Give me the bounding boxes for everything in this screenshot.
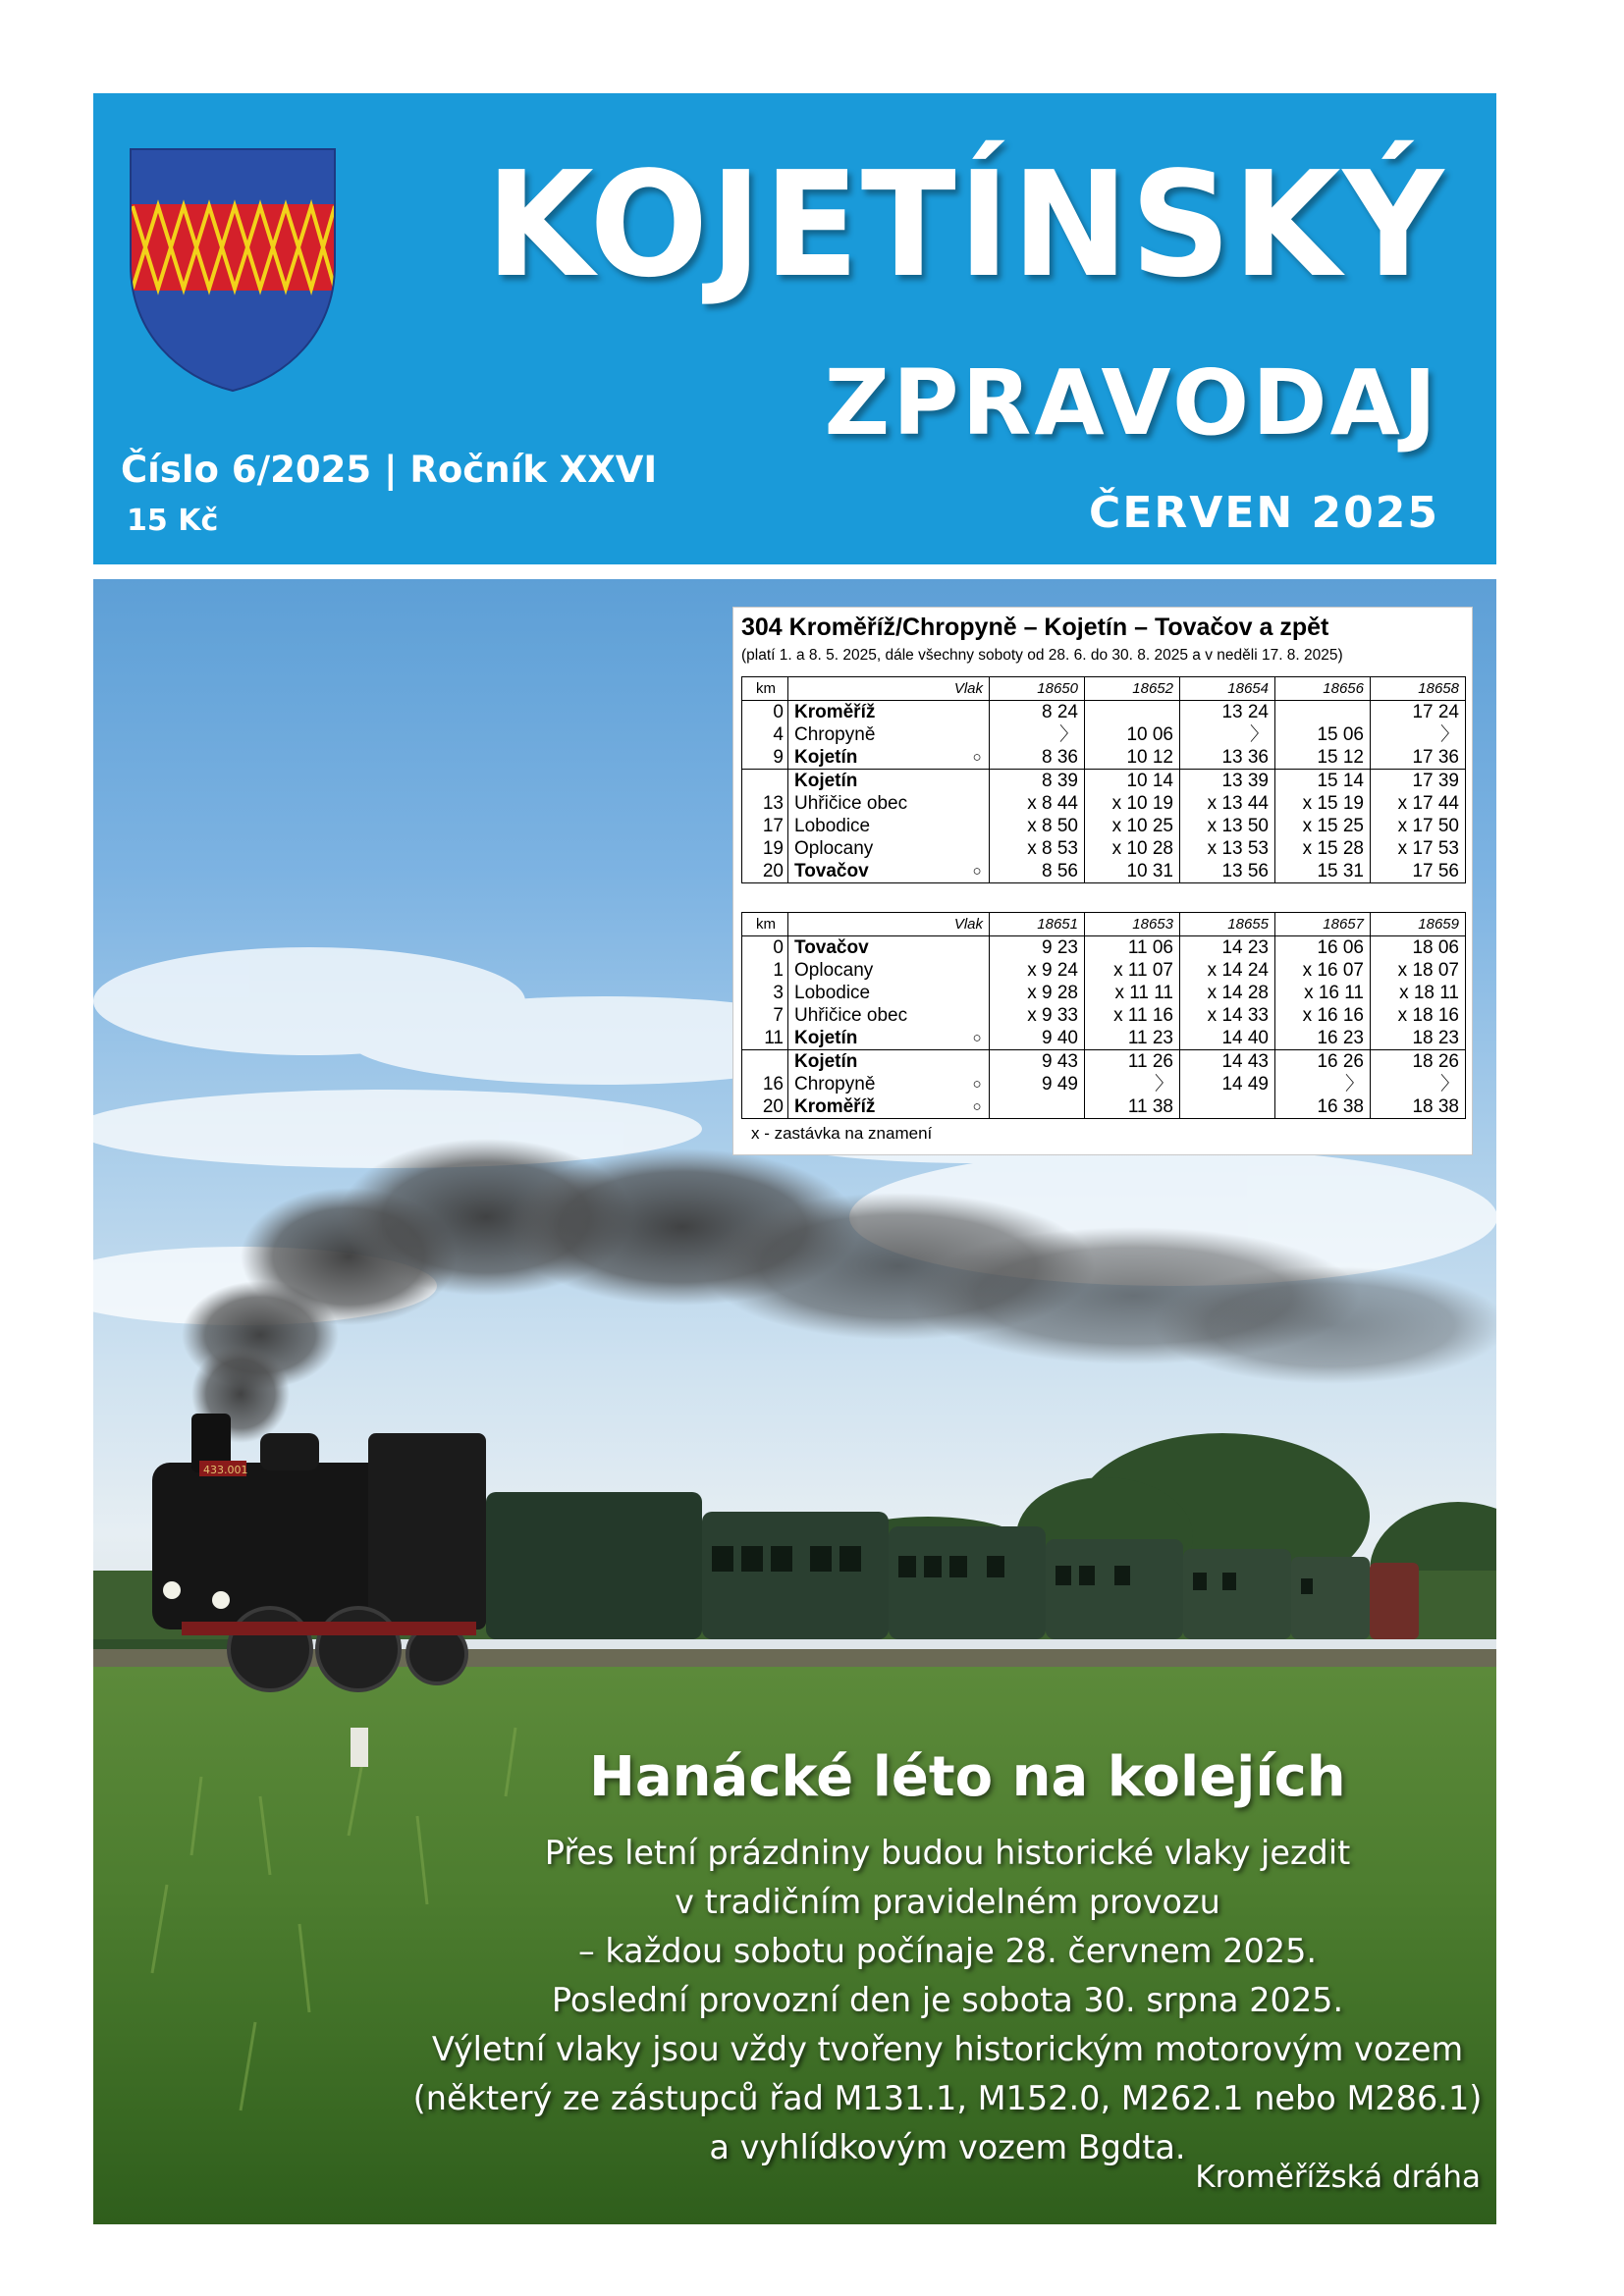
timetable-row (742, 815, 1466, 837)
timetable-km-cell: 13 (742, 792, 788, 815)
timetable-footnote: x - zastávka na znamení (751, 1124, 933, 1143)
timetable-station-cell: Oplocany (794, 960, 874, 981)
timetable-row (742, 837, 1466, 860)
timetable-row (742, 746, 1466, 770)
timetable-station-cell: Kroměříž (794, 1096, 876, 1117)
timetable-time-cell: x 10 25 (1085, 815, 1180, 837)
timetable-time-cell: 13 24 (1180, 701, 1275, 724)
timetable-return (741, 912, 1466, 1119)
timetable-station-cell: Kojetín (788, 1050, 966, 1074)
timetable-time-cell (1275, 701, 1371, 724)
timetable-header-row (742, 677, 1466, 701)
timetable-time-cell: x 11 16 (1085, 1004, 1180, 1027)
timetable-km-cell: 9 (742, 746, 788, 770)
timetable-header-cell: 18658 (1371, 677, 1466, 701)
timetable-time-cell: 11 23 (1085, 1027, 1180, 1050)
timetable-km-cell: 1 (742, 959, 788, 982)
timetable-km-cell: 16 (742, 1073, 788, 1095)
timetable-km-cell: 20 (742, 1095, 788, 1119)
photo-credit: Kroměřížská dráha (1195, 2160, 1481, 2195)
article-line: a vyhlídkovým vozem Bgdta. (709, 2128, 1186, 2166)
timetable-station-cell: Chropyně (794, 1074, 876, 1095)
timetable-header-cell: km (742, 913, 788, 936)
publication-title: KOJETÍNSKÝ (485, 140, 1445, 309)
timetable-time-cell: x 11 07 (1085, 959, 1180, 982)
timetable-km-cell: 17 (742, 815, 788, 837)
timetable-row (742, 1073, 1466, 1095)
timetable-header-cell: Vlak (788, 677, 990, 701)
article-line: Přes letní prázdniny budou historické vlaky jezdit (544, 1834, 1351, 1872)
timetable-mark-cell (965, 936, 990, 960)
timetable-time-cell: x 15 28 (1275, 837, 1371, 860)
timetable-time-cell: x 14 33 (1180, 1004, 1275, 1027)
timetable-time-cell: x 15 25 (1275, 815, 1371, 837)
train-timetable (732, 607, 1473, 1155)
timetable-row (742, 1027, 1466, 1050)
timetable-header-cell: km (742, 677, 788, 701)
timetable-time-cell: 17 56 (1412, 861, 1459, 881)
timetable-time-cell: 16 06 (1275, 936, 1371, 960)
timetable-time-cell: x 17 44 (1397, 793, 1459, 814)
timetable-row (742, 982, 1466, 1004)
timetable-time-cell: x 8 53 (990, 837, 1085, 860)
timetable-station-cell: Chropyně (794, 724, 876, 745)
masthead (93, 93, 1496, 564)
timetable-station-cell: Tovačov (794, 937, 869, 958)
timetable-time-cell (1085, 701, 1180, 724)
locomotive-number-plate: 433.001 (203, 1464, 248, 1476)
timetable-header-cell: 18656 (1275, 677, 1371, 701)
timetable-header-cell: 18655 (1180, 913, 1275, 936)
timetable-km-cell (742, 1050, 788, 1074)
timetable-time-cell: 9 23 (990, 936, 1085, 960)
timetable-time-cell: 17 36 (1412, 747, 1459, 768)
timetable-time-cell: 18 38 (1412, 1096, 1459, 1117)
timetable-time-cell: 8 36 (990, 746, 1085, 770)
timetable-station-cell: Oplocany (794, 838, 874, 859)
timetable-station-cell: Kojetín (794, 747, 858, 768)
timetable-row (742, 936, 1466, 960)
timetable-time-cell: 8 39 (990, 770, 1085, 793)
timetable-mark-cell: ○ (965, 1073, 990, 1095)
article-line: Výletní vlaky jsou vždy tvořeny historickým motorovým vozem (431, 2030, 1464, 2068)
timetable-time-cell: x 8 50 (990, 815, 1085, 837)
timetable-time-cell: 15 31 (1275, 860, 1371, 883)
timetable-time-cell: 11 06 (1085, 936, 1180, 960)
timetable-row (742, 1050, 1466, 1074)
timetable-time-cell: x 15 19 (1275, 792, 1371, 815)
timetable-km-cell: 0 (742, 701, 788, 724)
timetable-time-cell: x 13 53 (1180, 837, 1275, 860)
timetable-station-cell: Kroměříž (794, 702, 876, 722)
timetable-header-cell: Vlak (788, 913, 990, 936)
timetable-time-cell: 18 23 (1412, 1028, 1459, 1048)
timetable-station-cell: Kojetín (794, 1028, 858, 1048)
timetable-time-cell: 10 14 (1085, 770, 1180, 793)
timetable-station-cell: Uhřičice obec (794, 1005, 908, 1026)
timetable-mark-cell: ○ (965, 1095, 990, 1119)
timetable-km-cell: 3 (742, 982, 788, 1004)
timetable-km-cell: 7 (742, 1004, 788, 1027)
timetable-time-cell: x 16 11 (1275, 982, 1371, 1004)
timetable-time-cell: x 9 33 (990, 1004, 1085, 1027)
timetable-outbound (741, 676, 1466, 883)
timetable-time-cell: 13 39 (1180, 770, 1275, 793)
timetable-station-cell: Uhřičice obec (794, 793, 908, 814)
issue-number: Číslo 6/2025 | Ročník XXVI (121, 449, 658, 491)
timetable-mark-cell (965, 837, 990, 860)
timetable-time-cell: 14 23 (1180, 936, 1275, 960)
timetable-mark-cell (965, 723, 990, 746)
article-line: – každou sobotu počínaje 28. červnem 2025. (577, 1932, 1318, 1970)
timetable-time-cell (990, 1095, 1085, 1119)
town-coat-of-arms (129, 147, 337, 393)
timetable-row (742, 792, 1466, 815)
timetable-time-cell: x 18 16 (1397, 1005, 1459, 1026)
timetable-time-cell: x 10 19 (1085, 792, 1180, 815)
article-headline: Hanácké léto na kolejích (589, 1745, 1346, 1809)
article-line: (některý ze zástupců řad M131.1, M152.0, M262.1 nebo M286.1) (412, 2079, 1483, 2117)
timetable-km-cell: 11 (742, 1027, 788, 1050)
timetable-time-cell: x 8 44 (990, 792, 1085, 815)
timetable-mark-cell (965, 1050, 990, 1074)
timetable-time-cell: x 14 24 (1180, 959, 1275, 982)
timetable-header-cell: 18650 (990, 677, 1085, 701)
timetable-time-cell: 8 56 (990, 860, 1085, 883)
issue-price: 15 Kč (127, 504, 219, 538)
timetable-mark-cell: ○ (965, 860, 990, 883)
timetable-row (742, 1004, 1466, 1027)
timetable-time-cell: 16 26 (1275, 1050, 1371, 1074)
timetable-header-cell: 18652 (1085, 677, 1180, 701)
timetable-time-cell (1180, 1095, 1275, 1119)
timetable-mark-cell (965, 815, 990, 837)
timetable-header-cell: 18659 (1371, 913, 1466, 936)
timetable-time-cell: 13 56 (1180, 860, 1275, 883)
timetable-time-cell: 17 24 (1412, 702, 1459, 722)
timetable-header-row (742, 913, 1466, 936)
article-body (388, 1829, 1507, 2172)
timetable-time-cell: x 16 07 (1275, 959, 1371, 982)
timetable-time-cell: 10 31 (1085, 860, 1180, 883)
timetable-time-cell: 14 43 (1180, 1050, 1275, 1074)
timetable-time-cell: 〉 (1180, 723, 1275, 746)
timetable-row (742, 701, 1466, 724)
timetable-header-cell: 18653 (1085, 913, 1180, 936)
article-line: Poslední provozní den je sobota 30. srpna 2025. (551, 1981, 1344, 2019)
timetable-time-cell: 9 49 (990, 1073, 1085, 1095)
timetable-station-cell: Tovačov (794, 861, 869, 881)
article-line: v tradičním pravidelném provozu (675, 1883, 1220, 1921)
timetable-km-cell: 20 (742, 860, 788, 883)
timetable-time-cell: 9 40 (990, 1027, 1085, 1050)
timetable-km-cell (742, 770, 788, 793)
timetable-title: 304 Kroměříž/Chropyně – Kojetín – Tovačov a zpět (741, 614, 1329, 641)
timetable-time-cell: 18 26 (1371, 1050, 1466, 1074)
timetable-station-cell: Kojetín (788, 770, 966, 793)
timetable-time-cell: 16 23 (1275, 1027, 1371, 1050)
timetable-mark-cell (965, 982, 990, 1004)
timetable-km-cell: 0 (742, 936, 788, 960)
timetable-time-cell: 9 43 (990, 1050, 1085, 1074)
timetable-km-cell: 4 (742, 723, 788, 746)
timetable-mark-cell (965, 701, 990, 724)
timetable-time-cell: 10 06 (1085, 723, 1180, 746)
timetable-time-cell: 17 39 (1371, 770, 1466, 793)
publication-subtitle: ZPRAVODAJ (824, 350, 1439, 455)
timetable-row (742, 723, 1466, 746)
timetable-time-cell: x 13 44 (1180, 792, 1275, 815)
timetable-validity-note: (platí 1. a 8. 5. 2025, dále všechny soboty od 28. 6. do 30. 8. 2025 a v neděli 17. 8. 2025) (741, 647, 1343, 664)
timetable-station-cell: Lobodice (794, 983, 871, 1003)
timetable-time-cell: x 17 53 (1397, 838, 1459, 859)
timetable-row (742, 1095, 1466, 1119)
timetable-mark-cell: ○ (965, 746, 990, 770)
timetable-time-cell: 11 26 (1085, 1050, 1180, 1074)
timetable-time-cell: 〉 (1085, 1073, 1180, 1095)
timetable-station-cell: Lobodice (794, 816, 871, 836)
timetable-mark-cell (965, 1004, 990, 1027)
timetable-time-cell: 15 14 (1275, 770, 1371, 793)
timetable-row (742, 959, 1466, 982)
timetable-mark-cell: ○ (965, 1027, 990, 1050)
timetable-time-cell: 10 12 (1085, 746, 1180, 770)
timetable-time-cell: x 14 28 (1180, 982, 1275, 1004)
timetable-mark-cell (965, 959, 990, 982)
timetable-time-cell: x 18 11 (1399, 983, 1459, 1003)
timetable-time-cell: 15 12 (1275, 746, 1371, 770)
timetable-time-cell: 18 06 (1412, 937, 1459, 958)
timetable-time-cell: x 16 16 (1275, 1004, 1371, 1027)
timetable-km-cell: 19 (742, 837, 788, 860)
timetable-time-cell: 14 40 (1180, 1027, 1275, 1050)
timetable-time-cell: 16 38 (1275, 1095, 1371, 1119)
timetable-time-cell: 〉 (1439, 1074, 1459, 1095)
timetable-time-cell: 13 36 (1180, 746, 1275, 770)
timetable-header-cell: 18654 (1180, 677, 1275, 701)
marker-post (351, 1728, 368, 1767)
timetable-time-cell: 〉 (990, 723, 1085, 746)
timetable-time-cell: x 9 24 (990, 959, 1085, 982)
timetable-time-cell: x 13 50 (1180, 815, 1275, 837)
timetable-header-cell: 18651 (990, 913, 1085, 936)
timetable-header-cell: 18657 (1275, 913, 1371, 936)
timetable-time-cell: 〉 (1275, 1073, 1371, 1095)
timetable-mark-cell (965, 770, 990, 793)
timetable-time-cell: x 10 28 (1085, 837, 1180, 860)
timetable-time-cell: 15 06 (1275, 723, 1371, 746)
issue-month: ČERVEN 2025 (1089, 488, 1439, 538)
timetable-time-cell: x 18 07 (1397, 960, 1459, 981)
timetable-time-cell: x 9 28 (990, 982, 1085, 1004)
timetable-row (742, 770, 1466, 793)
timetable-mark-cell (965, 792, 990, 815)
timetable-time-cell: x 11 11 (1085, 982, 1180, 1004)
timetable-time-cell: 8 24 (990, 701, 1085, 724)
timetable-time-cell: 11 38 (1085, 1095, 1180, 1119)
timetable-time-cell: 〉 (1439, 724, 1459, 745)
timetable-time-cell: x 17 50 (1397, 816, 1459, 836)
timetable-time-cell: 14 49 (1180, 1073, 1275, 1095)
timetable-row (742, 860, 1466, 883)
